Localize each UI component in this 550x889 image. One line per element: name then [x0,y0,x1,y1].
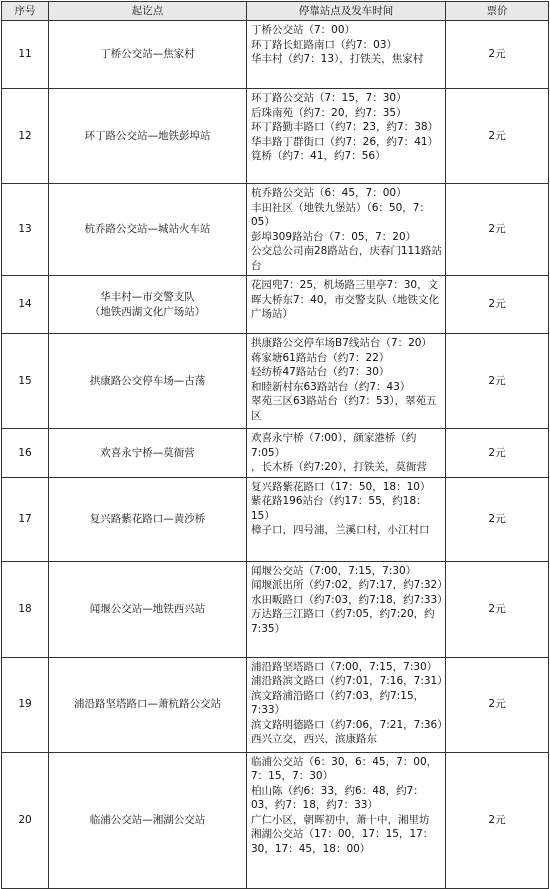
row-stops [247,657,446,752]
row-index: 18 [2,561,49,657]
row-stops [247,89,446,184]
row-fare: 2元 [446,184,549,276]
stop-line: 复兴路紫花路口（17：50，18：10） [251,480,431,493]
stop-line: 杭乔路公交站（6：45，7：00） [251,187,407,199]
row-index: 13 [2,184,49,276]
stop-line: 万达路三江路口（约7:05，约7:20，约7:35） [251,608,435,635]
row-fare: 2元 [446,276,549,334]
row-index: 16 [2,429,49,478]
route-line: 浦沿路坚塔路口—萧杭路公交站 [74,698,221,711]
stop-line: 翠苑三区63路站台（约7：53），翠苑五区 [251,395,437,422]
table-row [2,657,549,752]
route-line: 拱康路公交停车场—古荡 [89,374,206,387]
stop-line: 浦沿路坚塔路口（7:00，7:15，7:30） [251,660,438,673]
table-row [2,752,549,888]
row-stops [247,752,446,888]
row-stops [247,276,446,334]
stop-line: 浦沿路滨文路口（约7:01，7:16，7:31） [251,675,448,687]
row-stops [247,477,446,561]
row-route [49,334,247,429]
row-fare: 2元 [446,657,549,752]
row-stops [247,334,446,429]
route-line: 复兴路紫花路口—黄沙桥 [89,512,206,525]
row-index: 15 [2,334,49,429]
row-index: 14 [2,276,49,334]
row-route [49,89,247,184]
table-header-row [2,2,549,21]
stop-line: 彭埠309路站台（7：05，7：20） [251,230,417,243]
stop-line: 欢喜永宁桥（7:00），颜家港桥（约7:05） [251,432,417,459]
route-line: 环丁路公交站—地铁彭埠站 [84,129,211,142]
route-line: 丁桥公交站—焦家村 [100,48,195,61]
row-index: 20 [2,752,49,888]
row-index: 12 [2,89,49,184]
stop-line: 滨文路浦沿路口（约7:03，约7:15，7:33） [251,689,425,716]
route-line: （地铁西湖文化广场站） [89,305,206,318]
row-route [49,276,247,334]
stop-line: 滨文路明德路口（约7:06，7:21，7:36） [251,718,448,731]
table-row [2,276,549,334]
table-row [2,561,549,657]
table-row [2,184,549,276]
stop-line: 蒋家塘61路站台（约7：22） [251,351,390,364]
stop-line: 拱康路公交停车场B7线站台（7：20） [251,337,432,349]
stop-line: 丁桥公交站（7：00） [251,24,356,36]
row-route [49,21,247,89]
row-index: 11 [2,21,49,89]
route-line: 杭乔路公交站—城站火车站 [84,223,211,236]
route-line: 闻堰公交站—地铁西兴站 [89,602,206,615]
stop-line: 丰田社区（地铁九堡站）（6：50，7：05） [251,201,430,228]
row-index: 19 [2,657,49,752]
row-fare: 2元 [446,477,549,561]
stop-line: 环丁路公交站（7：15，7：30） [251,92,407,104]
stop-line: 华丰村（约7：13），打铁关，焦家村 [251,53,424,65]
row-index: 17 [2,477,49,561]
row-stops [247,561,446,657]
table-body [2,21,549,889]
stop-line: 湘湖公交站（17：00，17：15，17：30，17：45，18：00） [251,828,434,855]
stop-line: 临浦公交站（6：30，6：45，7：00，7：15，7：30） [251,755,438,782]
stop-line: 后珠南苑（约7：20，约7：35） [251,106,407,119]
stop-line: ，长木桥（约7:20），打铁关，莫衙营 [251,461,427,473]
stop-line: 广仁小区，朝晖初中，萧十中，湘里坊 [251,813,430,826]
row-stops [247,429,446,478]
stop-line: 紫花路196站台（约17：55，约18：15） [251,495,427,522]
row-route [49,184,247,276]
route-line: 华丰村—市交警支队 [100,291,195,303]
stop-line: 樟子口，四号浦，兰溪口村，小江村口 [251,524,430,536]
header-route: 起讫点 [49,2,247,21]
table-row [2,429,549,478]
table-row [2,477,549,561]
stop-line: 筧桥（约7：41，约7：56） [251,150,386,162]
header-fare: 票价 [446,2,549,21]
row-fare: 2元 [446,561,549,657]
row-route [49,657,247,752]
stop-line: 水田畈路口（约7:03，约7:18，约7:33） [251,593,448,606]
bus-route-table [1,1,549,889]
row-stops [247,21,446,89]
stop-line: 花园兜7：25，机场路三里亭7：30，文晖大桥东7：40，市交警支队（地铁文化广场站） [251,279,440,320]
row-route [49,477,247,561]
stop-line: 西兴立交，西兴，滨康路东 [251,733,377,745]
table-row [2,334,549,429]
route-line: 欢喜永宁桥—莫衙营 [100,446,195,459]
stop-line: 闻堰公交站（7:00，7:15，7:30） [251,564,417,577]
stop-line: 环丁路长虹路南口（约7：03） [251,38,398,51]
row-route [49,752,247,888]
stop-line: 柏山陈（约6：33，约6：48，约7：03，约7：18，约7：33） [251,784,424,811]
row-fare: 2元 [446,21,549,89]
header-index: 序号 [2,2,49,21]
stop-line: 轻纺桥47路站台（约7：30） [251,366,390,378]
row-fare: 2元 [446,429,549,478]
route-line: 临浦公交站—湘湖公交站 [89,813,206,826]
header-stops: 停靠站点及发车时间 [247,2,446,21]
stop-line: 公交总公司南28路站台，庆春门111路站台 [251,245,442,272]
row-fare: 2元 [446,334,549,429]
table-row [2,89,549,184]
row-route [49,429,247,478]
stop-line: 华丰路丁群街口（约7：26，约7：41） [251,135,439,148]
table-row [2,21,549,89]
row-fare: 2元 [446,89,549,184]
stop-line: 环丁路勤丰路口（约7：23，约7：38） [251,121,439,133]
stop-line: 闻堰派出所（约7:02，约7:17，约7:32） [251,579,448,591]
stop-line: 和睦新村东63路站台（约7：43） [251,380,411,393]
row-route [49,561,247,657]
row-fare: 2元 [446,752,549,888]
row-stops [247,184,446,276]
